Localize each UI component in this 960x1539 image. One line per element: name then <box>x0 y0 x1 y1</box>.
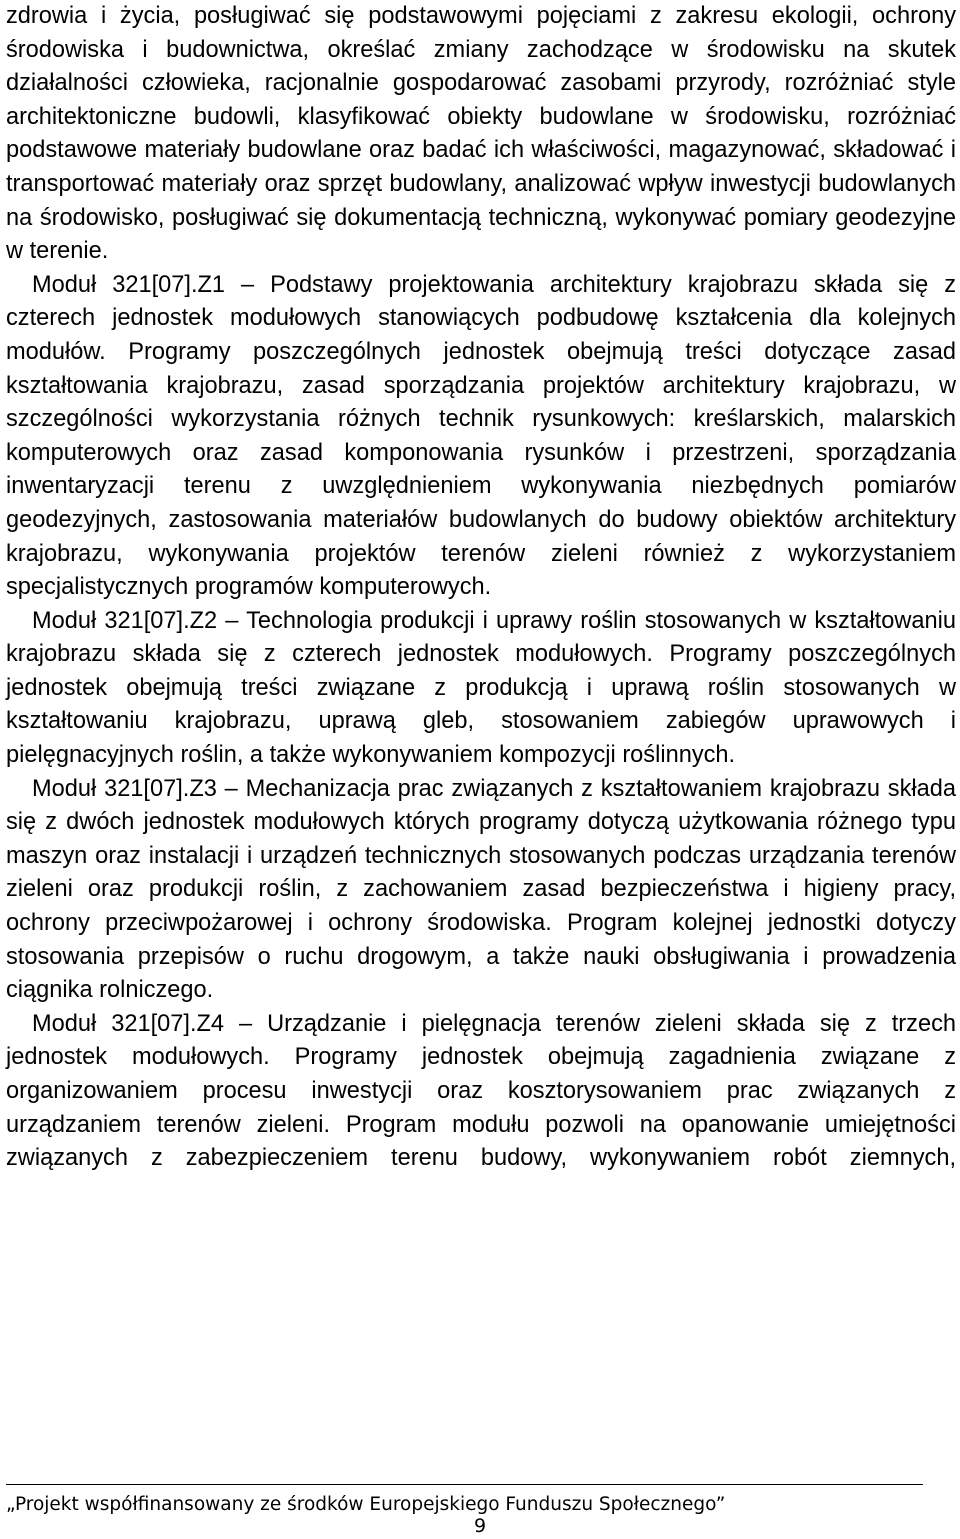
paragraph-module-z4: Moduł 321[07].Z4 – Urządzanie i pielęgnacja terenów zieleni składa się z trzech jednostek modułowych. Programy jednostek obejmują zagadnienia związane z organizowaniem procesu inwestycji oraz kosztorysowaniem prac związanych z urządzaniem terenów zieleni. Program modułu pozwoli na opanowanie umiejętności związanych z zabezpieczeniem terenu budowy, wykonywaniem robót ziemnych, <box>6 1010 956 1172</box>
paragraph-intro-continued: zdrowia i życia, posługiwać się podstawowymi pojęciami z zakresu ekologii, ochrony środowiska i budownictwa, określać zmiany zachodzące w środowisku na skutek działalności człowieka, racjonalnie gospodarować zasobami przyrody, rozróżniać style architektoniczne budowli, klasyfikować obiekty budowlane w środowisku, rozróżniać podstawowe materiały budowlane oraz badać ich właściwości, magazynować, składować i transportować materiały oraz sprzęt budowlany, analizować wpływ inwestycji budowlanych na środowisko, posługiwać się dokumentacją techniczną, wykonywać pomiary geodezyjne w terenie. <box>6 3 956 265</box>
footer-divider <box>6 1484 923 1485</box>
page-number: 9 <box>473 1515 487 1537</box>
paragraph-module-z1: Moduł 321[07].Z1 – Podstawy projektowania architektury krajobrazu składa się z czterech jednostek modułowych stanowiących podbudowę kształcenia dla kolejnych modułów. Programy poszczególnych jednostek obejmują treści dotyczące zasad kształtowania krajobrazu, zasad sporządzania projektów architektury krajobrazu, w szczególności wykorzystania różnych technik rysunkowych: kreślarskich, malarskich komputerowych oraz zasad komponowania rysunków i przestrzeni, sporządzania inwentaryzacji terenu z uwzględnieniem wykonywania niezbędnych pomiarów geodezyjnych, zastosowania materiałów budowlanych do budowy obiektów architektury krajobrazu, wykonywania projektów terenów zieleni również z wykorzystaniem specjalistycznych programów komputerowych. <box>6 271 956 601</box>
paragraph-module-z3: Moduł 321[07].Z3 – Mechanizacja prac związanych z kształtowaniem krajobrazu składa się z dwóch jednostek modułowych których programy dotyczą użytkowania różnego typu maszyn oraz instalacji i urządzeń technicznych stosowanych podczas urządzania terenów zieleni oraz produkcji roślin, z zachowaniem zasad bezpieczeństwa i higieny pracy, ochrony przeciwpożarowej i ochrony środowiska. Program kolejnej jednostki dotyczy stosowania przepisów o ruchu drogowym, a także nauki obsługiwania i prowadzenia ciągnika rolniczego. <box>6 775 956 1004</box>
footer-quote-open: „ <box>6 1494 15 1515</box>
footer-text: Projekt współfinansowany ze środków Europejskiego Funduszu Społecznego <box>14 1494 716 1515</box>
paragraph-module-z2: Moduł 321[07].Z2 – Technologia produkcji i uprawy roślin stosowanych w kształtowaniu krajobrazu składa się z czterech jednostek modułowych. Programy poszczególnych jednostek obejmują treści związane z produkcją i uprawą roślin stosowanych w kształtowaniu krajobrazu, uprawą gleb, stosowaniem zabiegów uprawowych i pielęgnacyjnych roślin, a także wykonywaniem kompozycji roślinnych. <box>6 607 956 769</box>
document-body <box>6 0 956 1176</box>
footer-quote-close: ” <box>715 1494 726 1515</box>
